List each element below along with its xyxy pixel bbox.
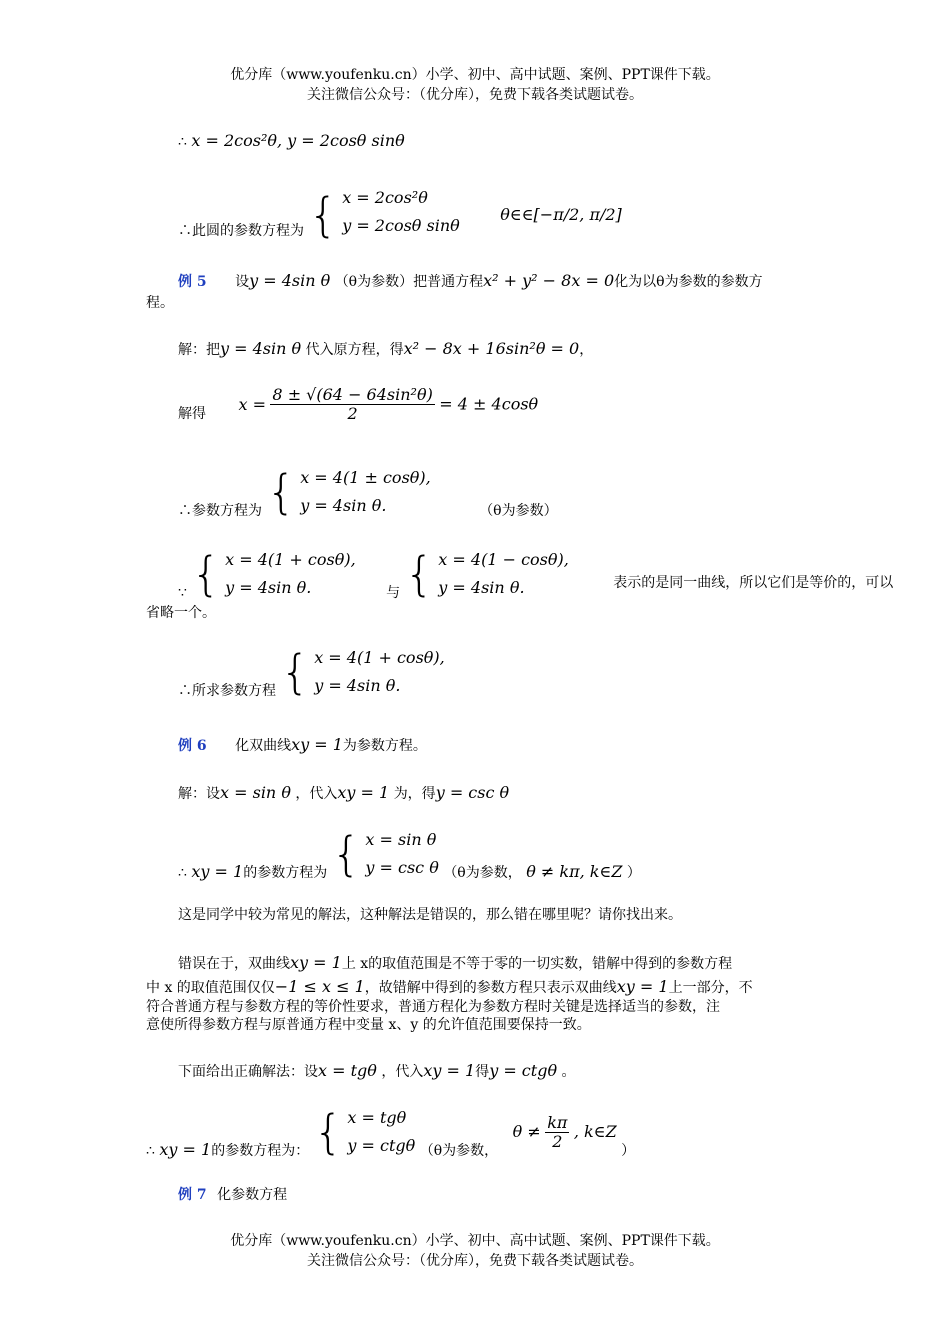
text: 代入原方程，得 <box>305 342 404 358</box>
eq-line-1 <box>178 132 405 151</box>
text: （θ为参数， <box>443 865 522 881</box>
math-expression: xy = 1 <box>290 953 342 972</box>
math-expression: xy = 1 <box>191 862 244 881</box>
math-expression: = 4 ± 4cosθ <box>439 394 539 414</box>
system-line: y = 4sin θ. <box>300 496 387 515</box>
math-expression: θ ≠ <box>512 1122 541 1141</box>
text: ，代入 <box>295 786 338 802</box>
brace-icon: { <box>331 827 361 881</box>
text: （θ为参数）把普通方程 <box>334 274 484 290</box>
system-line: x = 2cos²θ <box>342 188 428 207</box>
text: 错误在于，双曲线 <box>178 956 290 972</box>
text: （θ为参数， <box>419 1143 499 1159</box>
brace-icon: { <box>266 465 296 519</box>
text: 为，得 <box>393 786 436 802</box>
therefore-symbol: ∴ <box>146 1143 155 1159</box>
text: 中 x 的取值范围仅仅 <box>146 980 275 996</box>
header-line-1: 优分库（www.youfenku.cn）小学、初中、高中试题、案例、PPT课件下载。 <box>230 67 720 83</box>
math-expression: x = 2cos²θ, y = 2cosθ sinθ <box>191 131 405 150</box>
text: 为参数方程。 <box>342 738 427 754</box>
system-line: y = ctgθ <box>347 1136 416 1155</box>
system-line: x = 4(1 − cosθ), <box>438 550 569 569</box>
theta-range: θ∈∈[−π/2, π/2] <box>500 205 622 224</box>
text: 所求参数方程 <box>192 683 276 699</box>
brace-icon: { <box>191 547 221 601</box>
math-expression: xy = 1 <box>616 977 669 996</box>
footer-line-2: 关注微信公众号：（优分库），免费下载各类试题试卷。 <box>307 1253 643 1269</box>
fraction <box>545 1114 569 1151</box>
math-expression: θ ≠ kπ, k∈Z <box>526 862 623 881</box>
header-line-2: 关注微信公众号：（优分库），免费下载各类试题试卷。 <box>307 87 643 103</box>
math-expression: y = ctgθ <box>489 1061 558 1080</box>
text: （θ为参数） <box>479 503 558 519</box>
text: 程。 <box>146 295 174 311</box>
text: ，代入 <box>381 1064 424 1080</box>
text: 化参数方程 <box>217 1187 288 1203</box>
math-expression: x = sin θ <box>220 783 291 802</box>
fraction-denominator: 2 <box>347 404 358 423</box>
text: 解：设 <box>178 786 220 802</box>
text: 解得 <box>178 406 206 422</box>
math-expression: −1 ≤ x ≤ 1 <box>274 977 365 996</box>
system-line: y = 4sin θ. <box>438 578 525 597</box>
example-5-line <box>178 272 763 291</box>
text: 参数方程为 <box>192 503 262 519</box>
text: 解：把 <box>178 342 220 358</box>
math-expression: xy = 1 <box>423 1061 476 1080</box>
fraction-numerator: 8 ± √(64 − 64sin²θ) <box>272 385 433 404</box>
brace-icon: { <box>313 1105 343 1159</box>
math-expression: xy = 1 <box>159 1140 212 1159</box>
text: 。 <box>561 1064 576 1080</box>
circle-param-block <box>178 176 622 240</box>
system-line: x = tgθ <box>347 1108 407 1127</box>
math-expression: x² + y² − 8x = 0 <box>483 271 615 290</box>
system-line: y = csc θ <box>365 858 439 877</box>
circle-param-label: 此圆的参数方程为 <box>192 223 304 239</box>
example-6-label: 例 6 <box>178 738 207 754</box>
system-line: x = 4(1 ± cosθ), <box>300 468 431 487</box>
math-expression: y = csc θ <box>435 783 510 802</box>
text: 化双曲线 <box>235 738 292 754</box>
math-expression: y = 4sin θ <box>249 271 331 290</box>
brace-icon: { <box>280 645 310 699</box>
text: 省略一个。 <box>146 605 216 621</box>
error-line-1 <box>178 954 732 973</box>
text: 表示的是同一曲线，所以它们是等价的，可以 <box>613 575 894 591</box>
solution-6-line <box>178 784 509 803</box>
system-line: x = sin θ <box>365 830 437 849</box>
param-6-block <box>178 826 641 886</box>
text: 下面给出正确解法：设 <box>178 1064 318 1080</box>
example-7-line <box>178 1186 287 1204</box>
solution-5-line <box>178 340 593 359</box>
therefore-symbol: ∴ <box>178 134 187 150</box>
therefore-symbol: ∴ <box>178 683 192 699</box>
math-expression: , k∈Z <box>573 1122 617 1141</box>
system-line: x = 4(1 + cosθ), <box>314 648 445 667</box>
error-line-3: 符合普通方程与参数方程的等价性要求，普通方程化为参数方程时关键是选择适当的参数，注 <box>146 999 720 1015</box>
result-block <box>178 644 445 704</box>
text: 这是同学中较为常见的解法，这种解法是错误的，那么错在哪里呢？请你找出来。 <box>178 907 682 923</box>
math-expression: x = tgθ <box>318 1061 377 1080</box>
equivalence-block <box>178 546 893 606</box>
brace-icon: { <box>308 188 338 242</box>
math-expression: x = <box>238 394 266 414</box>
brace-icon: { <box>404 547 434 601</box>
text: ， <box>579 342 594 358</box>
text: 化为以θ为参数的参数方 <box>614 274 763 290</box>
correct-solution-line <box>178 1062 576 1081</box>
text: 的参数方程为： <box>211 1143 310 1159</box>
system-line: y = 2cosθ sinθ <box>342 216 460 235</box>
text: 设 <box>235 274 250 290</box>
text: 上一部分，不 <box>668 980 753 996</box>
because-symbol: ∵ <box>178 585 187 601</box>
fraction-denominator: 2 <box>552 1131 563 1151</box>
therefore-symbol: ∴ <box>178 865 187 881</box>
math-expression: x² − 8x + 16sin²θ = 0 <box>403 339 580 358</box>
text: 得 <box>475 1064 490 1080</box>
fraction-numerator: kπ <box>547 1112 568 1132</box>
example-7-label: 例 7 <box>178 1187 207 1203</box>
text: 的参数方程为 <box>243 865 328 881</box>
math-expression: xy = 1 <box>291 735 343 754</box>
therefore-symbol: ∴ <box>178 503 192 519</box>
error-line-4: 意使所得参数方程与原普通方程中变量 x、y 的允许值范围要保持一致。 <box>146 1017 591 1033</box>
system-line: x = 4(1 + cosθ), <box>225 550 356 569</box>
math-expression: xy = 1 <box>337 783 390 802</box>
error-line-2 <box>146 978 753 997</box>
fraction <box>270 386 434 423</box>
solve-block <box>178 386 538 442</box>
text: 上 x的取值范围是不等于零的一切实数，错解中得到的参数方程 <box>341 956 733 972</box>
therefore-symbol: ∴ <box>178 223 192 239</box>
text: 与 <box>386 585 401 601</box>
text: ） <box>626 865 641 881</box>
example-5-label: 例 5 <box>178 274 207 290</box>
text: ，故错解中得到的参数方程只表示双曲线 <box>364 980 617 996</box>
correct-param-block <box>146 1104 635 1168</box>
system-line: y = 4sin θ. <box>314 676 401 695</box>
example-6-line <box>178 736 427 755</box>
param-block <box>178 464 558 528</box>
text: ） <box>621 1143 636 1159</box>
math-expression: y = 4sin θ <box>220 339 302 358</box>
footer-line-1: 优分库（www.youfenku.cn）小学、初中、高中试题、案例、PPT课件下载。 <box>230 1233 720 1249</box>
system-line: y = 4sin θ. <box>225 578 312 597</box>
